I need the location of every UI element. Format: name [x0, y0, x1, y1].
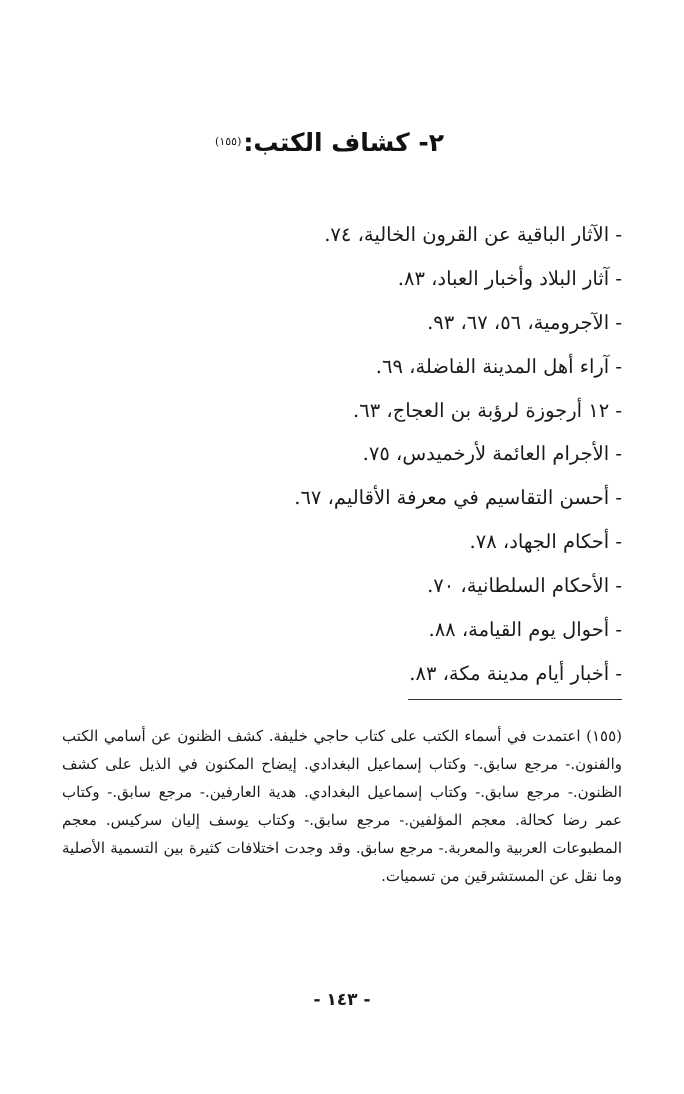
index-entry: - أحكام الجهاد، ٧٨. — [469, 530, 622, 554]
index-entry: - أحوال يوم القيامة، ٨٨. — [428, 618, 622, 642]
index-entry: - أحسن التقاسيم في معرفة الأقاليم، ٦٧. — [294, 486, 622, 510]
book-index-list — [182, 216, 622, 699]
index-entry: - آثار البلاد وأخبار العباد، ٨٣. — [397, 266, 622, 290]
footnote-text: (١٥٥) اعتمدت في أسماء الكتب على كتاب حاجي خليفة. كشف الظنون عن أسامي الكتب والفنون.- مرجع سابق.- وكتاب إسماعيل البغدادي. إيضاح المكنون في الذيل على كشف الظنون.- مرجع سابق.- وكتاب إسماعيل البغدادي. هدية العارفين.- مرجع سابق.- وكتاب عمر رضا كحالة. معجم المؤلفين.- مرجع سابق.- وكتاب يوسف إليان سركيس. معجم المطبوعات العربية والمعربة.- مرجع سابق. وقد وجدت اختلافات كثيرة بين التسمية الأصلية وما نقل عن المستشرقين من تسميات. — [62, 727, 622, 885]
index-entry: - آراء أهل المدينة الفاضلة، ٦٩. — [375, 354, 622, 378]
index-entry: - الآثار الباقية عن القرون الخالية، ٧٤. — [324, 223, 622, 246]
section-heading — [144, 128, 444, 157]
index-entry: - الأحكام السلطانية، ٧٠. — [427, 574, 622, 598]
index-entry: - الأجرام العائمة لأرخميدس، ٧٥. — [362, 442, 622, 466]
footnote-reference: (١٥٥) — [215, 134, 242, 148]
section-title: ٢- كشاف الكتب: — [243, 128, 444, 157]
index-entry: - ١٢ أرجوزة لرؤبة بن العجاج، ٦٣. — [353, 398, 622, 422]
footnote-divider — [408, 699, 622, 700]
index-entry: - الآجرومية، ٥٦، ٦٧، ٩٣. — [427, 310, 622, 334]
index-entry: - أخبار أيام مدينة مكة، ٨٣. — [409, 661, 622, 685]
page-number: - ١٤٣ - — [313, 990, 371, 1010]
